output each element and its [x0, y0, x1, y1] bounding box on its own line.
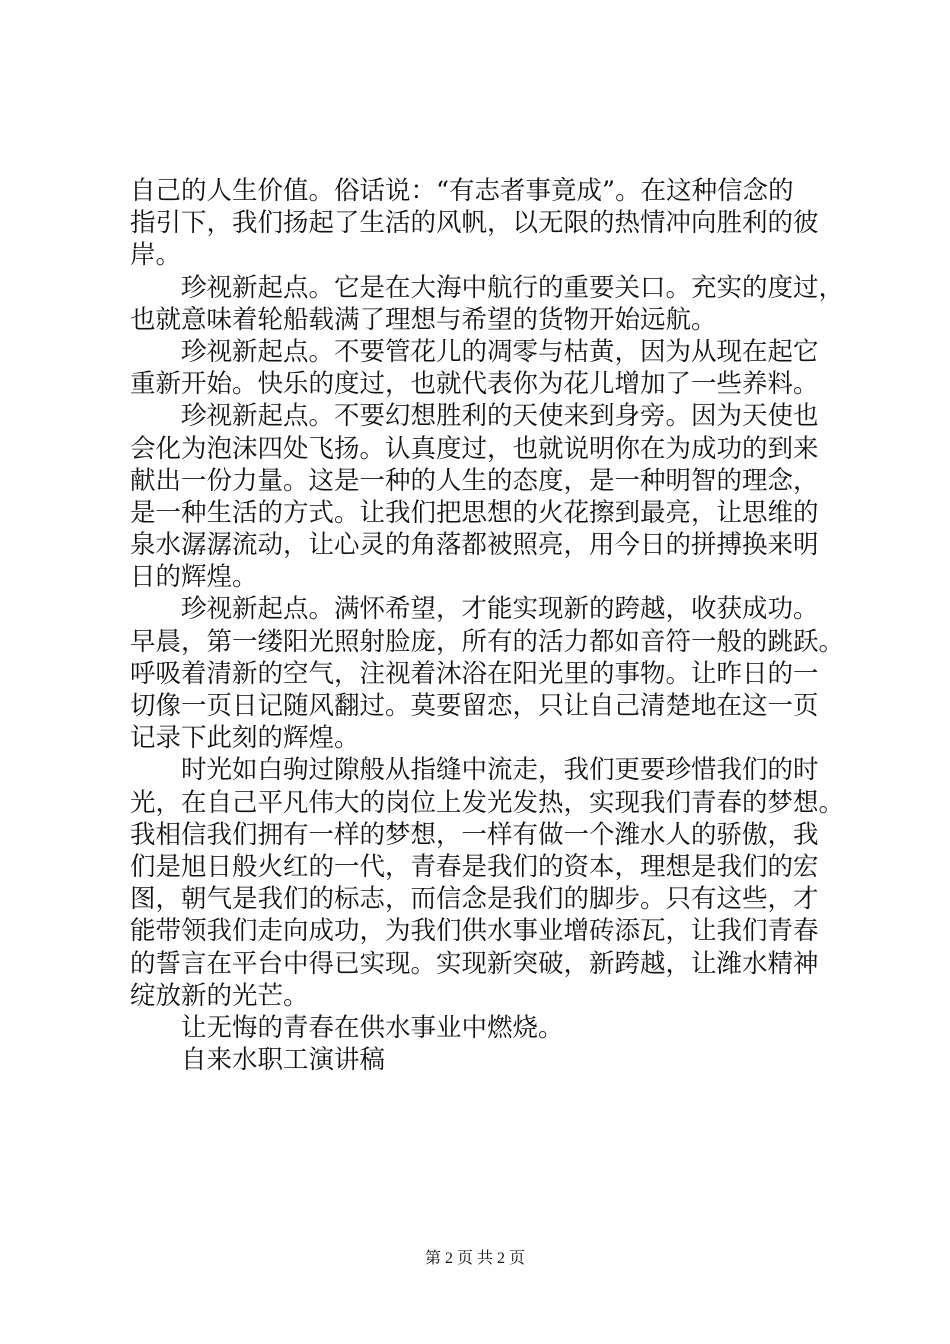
text-line: 光，在自己平凡伟大的岗位上发光发热，实现我们青春的梦想。 — [130, 787, 845, 818]
text-line: 们是旭日般火红的一代，青春是我们的资本，理想是我们的宏 — [130, 851, 819, 882]
text-line: 图，朝气是我们的标志，而信念是我们的脚步。只有这些，才 — [130, 884, 819, 915]
text-line: 珍视新起点。不要幻想胜利的天使来到身旁。因为天使也 — [181, 401, 819, 432]
text-line: 自来水职工演讲稿 — [181, 1045, 386, 1076]
text-line: 早晨，第一缕阳光照射脸庞，所有的活力都如音符一般的跳跃。 — [130, 626, 845, 657]
text-line: 珍视新起点。不要管花儿的凋零与枯黄，因为从现在起它 — [181, 336, 819, 367]
text-line: 指引下，我们扬起了生活的风帆，以无限的热情冲向胜利的彼 — [130, 208, 819, 239]
text-line: 日的辉煌。 — [130, 562, 258, 593]
text-line: 是一种生活的方式。让我们把思想的火花擦到最亮，让思维的 — [130, 497, 819, 528]
text-line: 献出一份力量。这是一种的人生的态度，是一种明智的理念， — [130, 465, 819, 496]
body-text — [130, 175, 845, 1076]
text-line: 绽放新的光芒。 — [130, 980, 309, 1011]
text-line: 的誓言在平台中得已实现。实现新突破，新跨越，让潍水精神 — [130, 948, 819, 979]
text-line: 泉水潺潺流动，让心灵的角落都被照亮，用今日的拼搏换来明 — [130, 530, 819, 561]
text-line: 自己的人生价值。俗话说：“有志者事竟成”。在这种信念的 — [130, 176, 794, 206]
text-line: 珍视新起点。满怀希望，才能实现新的跨越，收获成功。 — [181, 594, 819, 625]
text-line: 切像一页日记随风翻过。莫要留恋，只让自己清楚地在这一页 — [130, 691, 819, 721]
text-line: 呼吸着清新的空气，注视着沐浴在阳光里的事物。让昨日的一 — [130, 658, 819, 689]
text-line: 会化为泡沫四处飞扬。认真度过，也就说明你在为成功的到来 — [130, 433, 819, 464]
text-line: 记录下此刻的辉煌。 — [130, 723, 360, 754]
text-line: 能带领我们走向成功，为我们供水事业增砖添瓦，让我们青春 — [130, 916, 819, 947]
text-line: 重新开始。快乐的度过，也就代表你为花儿增加了一些养料。 — [130, 369, 819, 400]
page-footer: 第 2 页 共 2 页 — [424, 1250, 525, 1267]
text-line: 岸。 — [130, 240, 182, 271]
text-line: 时光如白驹过隙般从指缝中流走，我们更要珍惜我们的时 — [181, 755, 819, 786]
text-line: 也就意味着轮船载满了理想与希望的货物开始远航。 — [130, 304, 717, 335]
text-line: 珍视新起点。它是在大海中航行的重要关口。充实的度过， — [181, 272, 845, 303]
text-line: 让无悔的青春在供水事业中燃烧。 — [181, 1012, 564, 1043]
text-line: 我相信我们拥有一样的梦想，一样有做一个潍水人的骄傲，我 — [130, 819, 819, 850]
